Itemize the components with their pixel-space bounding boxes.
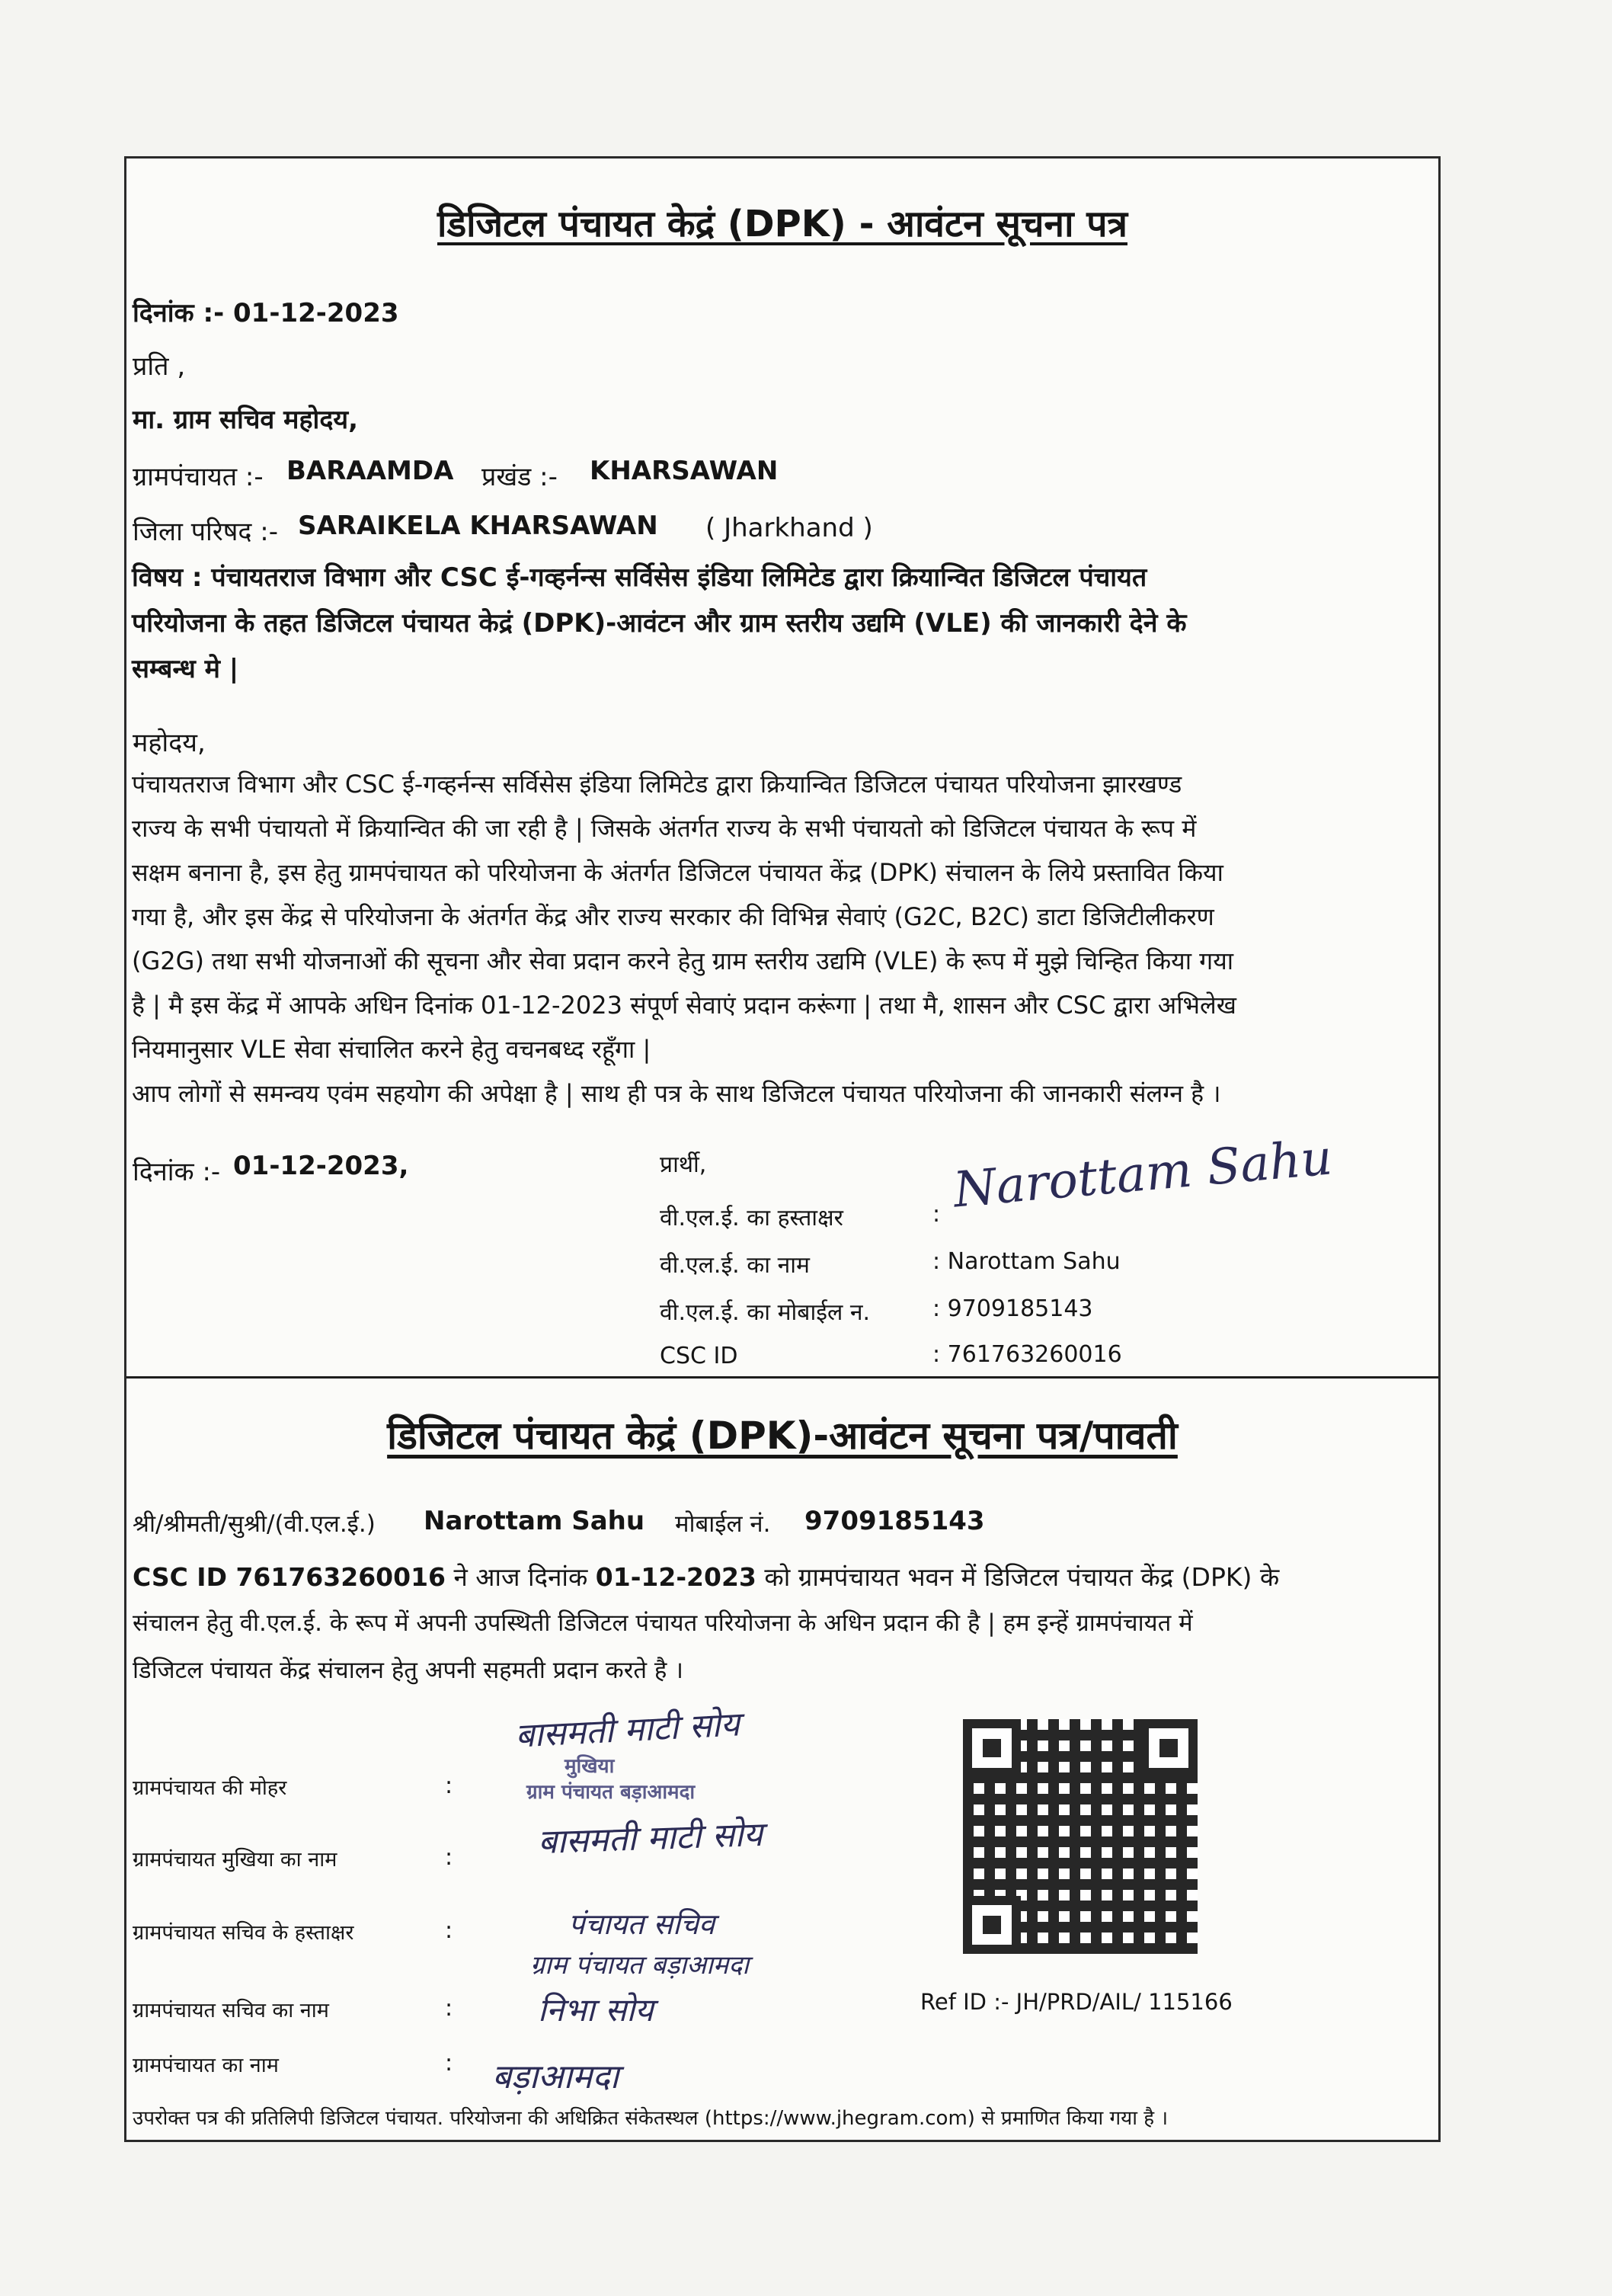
- mobile-label: मोबाईल नं.: [675, 1510, 771, 1538]
- prarthi: प्रार्थी,: [660, 1151, 707, 1178]
- sign-date-value: 01-12-2023,: [233, 1151, 409, 1181]
- mukhiya-signature: बासमती माटी सोय: [513, 1705, 741, 1756]
- body-line: नियमानुसार VLE सेवा संचालित करने हेतु वचनबध्द रहूँगा |: [132, 1035, 651, 1064]
- ref-id: Ref ID :- JH/PRD/AIL/ 115166: [920, 1989, 1233, 2015]
- letter-prati: प्रति ,: [133, 351, 186, 382]
- prakhand-value: KHARSAWAN: [590, 456, 779, 486]
- mukhiya-label: ग्रामपंचायत मुखिया का नाम: [133, 1848, 337, 1872]
- vle-sign-label: वी.एल.ई. का हस्ताक्षर: [660, 1205, 843, 1231]
- csc-value: : 761763260016: [932, 1341, 1122, 1368]
- closing-line: आप लोगों से समन्वय एवंम सहयोग की अपेक्षा है | साथ ही पत्र के साथ डिजिटल पंचायत परियोजना की जानकारी संलग्न है ।: [132, 1079, 1221, 1108]
- sachiv-name-colon: :: [445, 1995, 453, 2022]
- receipt-date: 01-12-2023: [595, 1562, 756, 1592]
- footer-note: उपरोक्त पत्र की प्रतिलिपी डिजिटल पंचायत. परियोजना की अधिक्रित संकेतस्थल (https://www.jhegram.com) से प्रमाणित किया गया है ।: [133, 2107, 1169, 2130]
- sachiv-stamp-text: ग्राम पंचायत बड़ाआमदा: [530, 1950, 750, 1981]
- receipt-csc-id: CSC ID 761763260016: [133, 1562, 446, 1592]
- mobile-value: 9709185143: [804, 1506, 985, 1536]
- receipt-line-4: डिजिटल पंचायत केंद्र संचालन हेतु अपनी सहमती प्रदान करते है ।: [133, 1657, 683, 1684]
- receipt-line-3: संचालन हेतु वी.एल.ई. के रूप में अपनी उपस्थिती डिजिटल पंचायत परियोजना के अधिन प्रदान की है | हम इन्हें ग्रामपंचायत में: [133, 1609, 1193, 1637]
- gram-value: BARAAMDA: [286, 456, 454, 486]
- subject-block: [126, 555, 1427, 692]
- sachiv-stamp-text: पंचायत सचिव: [568, 1907, 715, 1941]
- zila-value: SARAIKELA KHARSAWAN: [298, 511, 658, 541]
- qr-finder: [1140, 1719, 1198, 1777]
- state-value: ( Jharkhand ): [705, 513, 873, 543]
- mukhiya-colon: :: [445, 1844, 453, 1871]
- csc-label: CSC ID: [660, 1343, 738, 1369]
- receipt-line-2: [133, 1559, 1279, 1593]
- sachiv-sign-label: ग्रामपंचायत सचिव के हस्ताक्षर: [133, 1921, 354, 1945]
- subject-line: सम्बन्ध मे |: [132, 654, 239, 684]
- shri-label: श्री/श्रीमती/सुश्री/(वी.एल.ई.): [133, 1510, 376, 1538]
- receipt-title: डिजिटल पंचायत केद्रं (DPK)-आवंटन सूचना पत्र/पावती: [387, 1414, 1178, 1458]
- gram-label: ग्रामपंचायत :-: [133, 462, 264, 492]
- stamp-text: ग्राम पंचायत बड़ाआमदा: [526, 1781, 696, 1804]
- mukhiya-name-handwritten: बासमती माटी सोय: [537, 1814, 763, 1862]
- body-paragraph: [126, 762, 1427, 1116]
- qr-code: [963, 1719, 1198, 1954]
- body-line: राज्य के सभी पंचायतो में क्रियान्वित की जा रही है | जिसके अंतर्गत राज्य के सभी पंचायतो को डिजिटल पंचायत के रूप में: [132, 814, 1197, 843]
- shri-name: Narottam Sahu: [424, 1506, 645, 1536]
- vle-mobile-value: : 9709185143: [932, 1295, 1093, 1322]
- letter-date: दिनांक :- 01-12-2023: [133, 298, 399, 328]
- section-divider: [126, 1376, 1438, 1379]
- qr-finder: [963, 1719, 1021, 1777]
- mohar-colon: :: [445, 1772, 453, 1799]
- vle-name-value: : Narottam Sahu: [932, 1248, 1121, 1275]
- mohar-label: ग्रामपंचायत की मोहर: [133, 1776, 287, 1800]
- qr-finder: [963, 1896, 1021, 1954]
- vle-name-label: वी.एल.ई. का नाम: [660, 1252, 810, 1279]
- vle-mobile-label: वी.एल.ई. का मोबाईल न.: [660, 1299, 871, 1326]
- gram-name-label: ग्रामपंचायत का नाम: [133, 2054, 279, 2077]
- letter-title: डिजिटल पंचायत केद्रं (DPK) - आवंटन सूचना पत्र: [437, 203, 1127, 245]
- sachiv-sign-colon: :: [445, 1917, 453, 1944]
- gram-name-handwritten: बड़ाआमदा: [492, 2057, 619, 2096]
- body-line: पंचायतराज विभाग और CSC ई-गव्हर्नन्स सर्विसेस इंडिया लिमिटेड द्वारा क्रियान्वित डिजिटल पंचायत परियोजना झारखण्ड: [132, 770, 1182, 799]
- subject-line: परियोजना के तहत डिजिटल पंचायत केद्रं (DPK)-आवंटन और ग्राम स्तरीय उद्यमि (VLE) की जानकारी देने के: [132, 608, 1187, 639]
- receipt-text: को ग्रामपंचायत भवन में डिजिटल पंचायत केंद्र (DPK) के: [756, 1562, 1280, 1592]
- sachiv-name-handwritten: निभा सोय: [538, 1991, 654, 2029]
- document-sheet: [124, 156, 1441, 2142]
- vle-signature: Narottam Sahu: [951, 1129, 1335, 1219]
- subject-line: विषय : पंचायतराज विभाग और CSC ई-गव्हर्नन्स सर्विसेस इंडिया लिमिटेड द्वारा क्रियान्वित डिजिटल पंचायत: [132, 562, 1147, 593]
- prakhand-label: प्रखंड :-: [481, 462, 558, 492]
- receipt-text: ने आज दिनांक: [446, 1562, 596, 1592]
- zila-label: जिला परिषद :-: [133, 517, 278, 547]
- body-line: गया है, और इस केंद्र से परियोजना के अंतर्गत केंद्र और राज्य सरकार की विभिन्न सेवाएं (G2C, B2C) डाटा डिजिटीलीकरण: [132, 902, 1214, 931]
- body-line: सक्षम बनाना है, इस हेतु ग्रामपंचायत को परियोजना के अंतर्गत डिजिटल पंचायत केंद्र (DPK) संचालन के लिये प्रस्तावित किया: [132, 858, 1223, 887]
- gram-name-colon: :: [445, 2050, 453, 2077]
- sachiv-name-label: ग्रामपंचायत सचिव का नाम: [133, 1999, 329, 2022]
- stamp-text: मुखिया: [565, 1755, 615, 1778]
- vle-sign-colon: :: [932, 1201, 941, 1228]
- mahoday: महोदय,: [133, 728, 206, 758]
- body-line: है | मै इस केंद्र में आपके अधिन दिनांक 01-12-2023 संपूर्ण सेवाएं प्रदान करूंगा | तथा मै, शासन और CSC द्वारा अभिलेख: [132, 991, 1236, 1020]
- letter-salutation-to: मा. ग्राम सचिव महोदय,: [133, 405, 359, 435]
- sign-date-label: दिनांक :-: [133, 1157, 221, 1187]
- body-line: (G2G) तथा सभी योजनाओं की सूचना और सेवा प्रदान करने हेतु ग्राम स्तरीय उद्यमि (VLE) के रूप में मुझे चिन्हित किया गया: [132, 946, 1234, 975]
